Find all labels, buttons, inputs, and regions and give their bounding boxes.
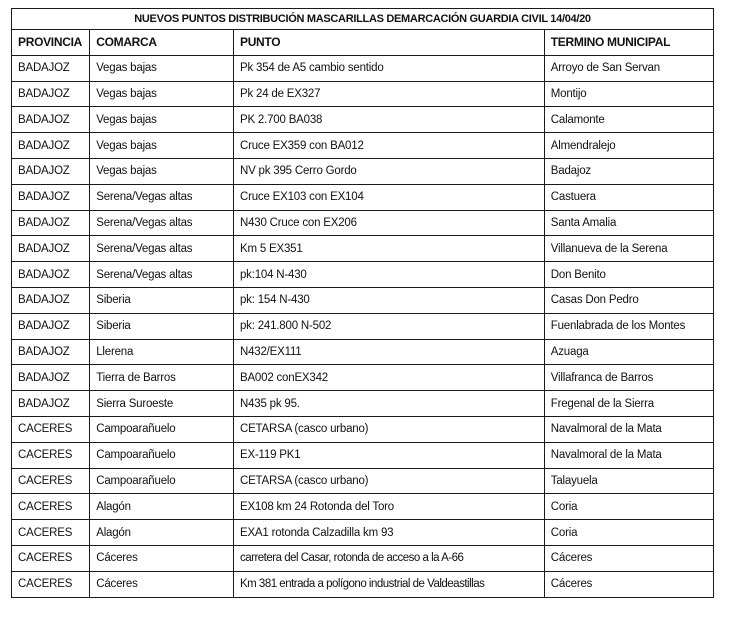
- termino-municipal-cell: Calamonte: [544, 107, 713, 133]
- comarca-cell: Siberia: [90, 313, 234, 339]
- comarca-cell: Tierra de Barros: [90, 365, 234, 391]
- table-row: [12, 494, 714, 520]
- provincia-cell: BADAJOZ: [12, 81, 90, 107]
- comarca-cell: Cáceres: [90, 571, 234, 597]
- punto-cell: pk: 154 N-430: [233, 287, 544, 313]
- comarca-cell: Vegas bajas: [90, 107, 234, 133]
- punto-cell: BA002 conEX342: [233, 365, 544, 391]
- provincia-cell: CACERES: [12, 545, 90, 571]
- termino-municipal-cell: Navalmoral de la Mata: [544, 416, 713, 442]
- punto-cell: Pk 24 de EX327: [233, 81, 544, 107]
- comarca-cell: Llerena: [90, 339, 234, 365]
- table-row: [12, 158, 714, 184]
- comarca-cell: Serena/Vegas altas: [90, 262, 234, 288]
- table-row: [12, 133, 714, 159]
- comarca-cell: Sierra Suroeste: [90, 391, 234, 417]
- provincia-cell: CACERES: [12, 494, 90, 520]
- provincia-cell: BADAJOZ: [12, 184, 90, 210]
- table-row: [12, 391, 714, 417]
- header-row: [12, 30, 714, 56]
- table-row: [12, 339, 714, 365]
- comarca-cell: Serena/Vegas altas: [90, 210, 234, 236]
- spreadsheet: [11, 8, 714, 598]
- termino-municipal-cell: Coria: [544, 520, 713, 546]
- termino-municipal-cell: Azuaga: [544, 339, 713, 365]
- provincia-cell: CACERES: [12, 416, 90, 442]
- termino-municipal-cell: Badajoz: [544, 158, 713, 184]
- table-row: [12, 236, 714, 262]
- header-provincia: PROVINCIA: [12, 30, 90, 56]
- termino-municipal-cell: Navalmoral de la Mata: [544, 442, 713, 468]
- table-row: [12, 365, 714, 391]
- punto-cell: NV pk 395 Cerro Gordo: [233, 158, 544, 184]
- comarca-cell: Campoarañuelo: [90, 442, 234, 468]
- header-punto: PUNTO: [233, 30, 544, 56]
- provincia-cell: BADAJOZ: [12, 313, 90, 339]
- header-comarca: COMARCA: [90, 30, 234, 56]
- comarca-cell: Serena/Vegas altas: [90, 184, 234, 210]
- termino-municipal-cell: Cáceres: [544, 545, 713, 571]
- punto-cell: EXA1 rotonda Calzadilla km 93: [233, 520, 544, 546]
- comarca-cell: Vegas bajas: [90, 55, 234, 81]
- comarca-cell: Campoarañuelo: [90, 416, 234, 442]
- termino-municipal-cell: Casas Don Pedro: [544, 287, 713, 313]
- table-title: NUEVOS PUNTOS DISTRIBUCIÓN MASCARILLAS DEMARCACIÓN GUARDIA CIVIL 14/04/20: [12, 9, 714, 30]
- provincia-cell: BADAJOZ: [12, 391, 90, 417]
- provincia-cell: BADAJOZ: [12, 339, 90, 365]
- comarca-cell: Siberia: [90, 287, 234, 313]
- punto-cell: N435 pk 95.: [233, 391, 544, 417]
- punto-cell: pk:104 N-430: [233, 262, 544, 288]
- provincia-cell: BADAJOZ: [12, 287, 90, 313]
- comarca-cell: Serena/Vegas altas: [90, 236, 234, 262]
- punto-cell: N432/EX111: [233, 339, 544, 365]
- termino-municipal-cell: Villafranca de Barros: [544, 365, 713, 391]
- termino-municipal-cell: Castuera: [544, 184, 713, 210]
- comarca-cell: Alagón: [90, 494, 234, 520]
- termino-municipal-cell: Almendralejo: [544, 133, 713, 159]
- table-row: [12, 442, 714, 468]
- table-row: [12, 287, 714, 313]
- punto-cell: CETARSA (casco urbano): [233, 416, 544, 442]
- title-row: [12, 9, 714, 30]
- punto-cell: N430 Cruce con EX206: [233, 210, 544, 236]
- provincia-cell: BADAJOZ: [12, 107, 90, 133]
- comarca-cell: Vegas bajas: [90, 133, 234, 159]
- provincia-cell: BADAJOZ: [12, 236, 90, 262]
- termino-municipal-cell: Villanueva de la Serena: [544, 236, 713, 262]
- punto-cell: EX-119 PK1: [233, 442, 544, 468]
- punto-cell: Cruce EX103 con EX104: [233, 184, 544, 210]
- table-row: [12, 107, 714, 133]
- punto-cell: Pk 354 de A5 cambio sentido: [233, 55, 544, 81]
- table-row: [12, 571, 714, 597]
- provincia-cell: BADAJOZ: [12, 210, 90, 236]
- provincia-cell: BADAJOZ: [12, 365, 90, 391]
- table-row: [12, 520, 714, 546]
- distribution-points-table: [11, 8, 714, 598]
- header-termino-municipal: TERMINO MUNICIPAL: [544, 30, 713, 56]
- provincia-cell: BADAJOZ: [12, 158, 90, 184]
- table-row: [12, 313, 714, 339]
- provincia-cell: CACERES: [12, 442, 90, 468]
- punto-cell: PK 2.700 BA038: [233, 107, 544, 133]
- table-row: [12, 416, 714, 442]
- punto-cell: carretera del Casar, rotonda de acceso a la A-66: [233, 545, 544, 571]
- provincia-cell: BADAJOZ: [12, 133, 90, 159]
- table-row: [12, 468, 714, 494]
- punto-cell: Cruce EX359 con BA012: [233, 133, 544, 159]
- table-row: [12, 262, 714, 288]
- punto-cell: pk: 241.800 N-502: [233, 313, 544, 339]
- comarca-cell: Vegas bajas: [90, 158, 234, 184]
- termino-municipal-cell: Fregenal de la Sierra: [544, 391, 713, 417]
- table-row: [12, 210, 714, 236]
- termino-municipal-cell: Santa Amalia: [544, 210, 713, 236]
- termino-municipal-cell: Arroyo de San Servan: [544, 55, 713, 81]
- termino-municipal-cell: Don Benito: [544, 262, 713, 288]
- provincia-cell: BADAJOZ: [12, 55, 90, 81]
- provincia-cell: CACERES: [12, 468, 90, 494]
- comarca-cell: Alagón: [90, 520, 234, 546]
- punto-cell: Km 381 entrada a polígono industrial de Valdeastillas: [233, 571, 544, 597]
- punto-cell: EX108 km 24 Rotonda del Toro: [233, 494, 544, 520]
- provincia-cell: CACERES: [12, 520, 90, 546]
- punto-cell: Km 5 EX351: [233, 236, 544, 262]
- termino-municipal-cell: Montijo: [544, 81, 713, 107]
- comarca-cell: Cáceres: [90, 545, 234, 571]
- table-row: [12, 81, 714, 107]
- table-row: [12, 184, 714, 210]
- termino-municipal-cell: Talayuela: [544, 468, 713, 494]
- punto-cell: CETARSA (casco urbano): [233, 468, 544, 494]
- table-row: [12, 545, 714, 571]
- table-row: [12, 55, 714, 81]
- comarca-cell: Campoarañuelo: [90, 468, 234, 494]
- provincia-cell: BADAJOZ: [12, 262, 90, 288]
- termino-municipal-cell: Fuenlabrada de los Montes: [544, 313, 713, 339]
- comarca-cell: Vegas bajas: [90, 81, 234, 107]
- provincia-cell: CACERES: [12, 571, 90, 597]
- termino-municipal-cell: Cáceres: [544, 571, 713, 597]
- termino-municipal-cell: Coria: [544, 494, 713, 520]
